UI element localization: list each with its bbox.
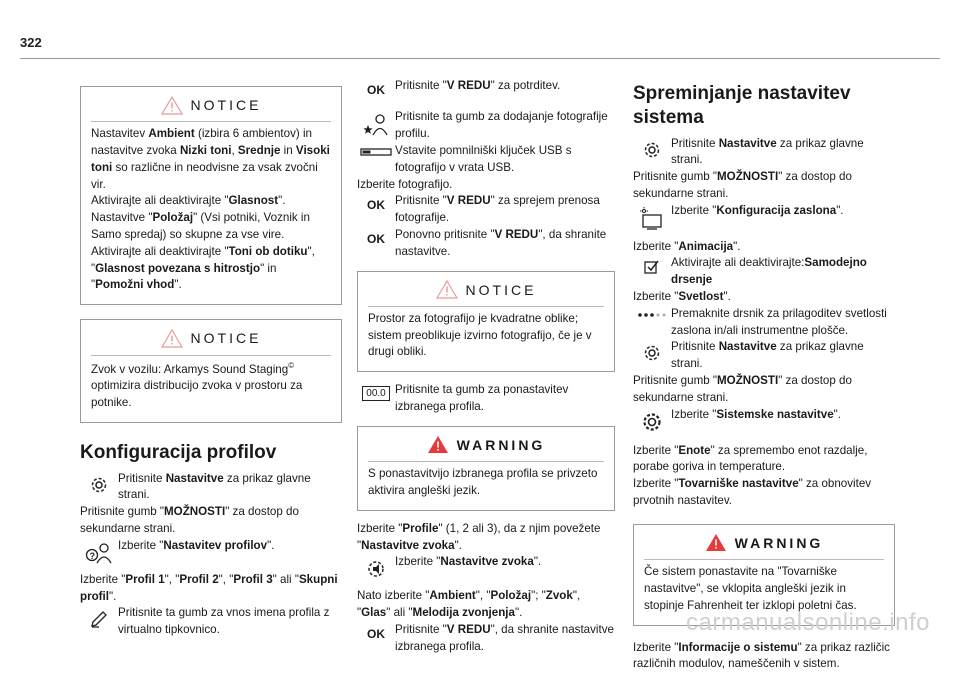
notice-paragraph: Prostor za fotografijo je kvadratne oblike; sistem preoblikuje izvirno fotografijo, če je v drugi obliki.	[368, 311, 592, 359]
instruction-text: Izberite "Enote" za spremembo enot razdalje, porabe goriva in temperature.	[633, 443, 868, 474]
instruction-text: Izberite "Profile" (1, 2 ali 3), da z njim povežete "Nastavitve zvoka".	[357, 521, 601, 552]
instruction-row: Premaknite drsnik za prilagoditev svetlosti zaslona in/ali instrumentne plošče.	[633, 306, 895, 340]
warning-filled-icon	[427, 435, 449, 454]
instruction-row: Izberite "Nastavitve zvoka".	[357, 554, 615, 580]
ok-icon: OK	[367, 626, 385, 641]
instruction-text: Nato izberite "Ambient", "Položaj"; "Zvok", "Glas" ali "Melodija zvonjenja".	[357, 589, 581, 620]
warning-title: WARNING	[456, 436, 546, 453]
instruction-row: Vstavite pomnilniški ključek USB s fotografijo v vrata USB.	[357, 143, 615, 177]
notice-title: NOTICE	[190, 330, 262, 347]
warning-header	[644, 533, 884, 553]
section-heading: Spreminjanje nastavitev sistema	[633, 83, 851, 128]
instruction-row: Pritisnite ta gumb za dodajanje fotografije profilu.	[357, 109, 615, 143]
column-1	[80, 78, 342, 639]
profile-settings-icon	[84, 542, 114, 564]
instruction-text: Izberite fotografijo.	[357, 177, 453, 191]
warning-outline-icon	[436, 280, 458, 299]
warning-paragraph: S ponastavitvijo izbranega profila se privzeto aktivira angleški jezik.	[368, 467, 598, 497]
instruction-row: Aktivirajte ali deaktivirajte:Samodejno drsenje	[633, 255, 895, 289]
column-3	[633, 78, 895, 673]
display-brightness-icon	[639, 207, 665, 231]
notice-paragraph: Nastavitve "Položaj" (Vsi potniki, Voznik in Samo spredaj) so skupne za vse vire.	[91, 211, 310, 242]
warning-paragraph: Če sistem ponastavite na "Tovarniške nastavitve", se vklopita angleški jezik in stopinje Fahrenheit ter izklopi poletni čas.	[644, 565, 857, 612]
header-rule	[20, 58, 940, 59]
notice-title: NOTICE	[190, 97, 262, 113]
instruction-text: Izberite "Tovarniške nastavitve" za obnovitev prvotnih nastavitev.	[633, 477, 872, 508]
instruction-text: Izberite "Animacija".	[633, 239, 741, 253]
notice-box	[80, 86, 342, 305]
warning-title: WARNING	[734, 534, 824, 551]
warning-filled-icon	[705, 533, 727, 552]
slider-dots-icon	[638, 310, 666, 320]
usb-stick-icon	[360, 147, 392, 157]
warning-outline-icon	[161, 96, 183, 115]
notice-header	[368, 280, 604, 300]
notice-paragraph: Aktivirajte ali deaktivirajte "Toni ob dotiku", "Glasnost povezana s hitrostjo" in "Pomožni vhod".	[91, 244, 315, 292]
column-2	[357, 78, 615, 656]
warning-header	[368, 435, 604, 455]
sound-settings-icon	[363, 558, 389, 580]
instruction-row: OK Pritisnite "V REDU" za sprejem prenosa fotografije.	[367, 194, 600, 225]
pencil-icon	[89, 609, 109, 629]
instruction-row: Izberite "Sistemske nastavitve".	[633, 407, 895, 433]
notice-paragraph: Aktivirajte ali deaktivirajte "Glasnost".	[91, 194, 286, 208]
notice-box	[357, 271, 615, 373]
instruction-text: Izberite "Profil 1", "Profil 2", "Profil 3" ali "Skupni profil".	[80, 572, 338, 603]
settings-gear-icon	[89, 475, 109, 495]
instruction-row: OK Pritisnite "V REDU" za potrditev.	[357, 78, 615, 99]
instruction-row: Pritisnite Nastavitve za prikaz glavne strani.	[80, 471, 342, 505]
instruction-text: Pritisnite gumb "MOŽNOSTI" za dostop do sekundarne strani.	[80, 505, 299, 535]
section-heading: Konfiguracija profilov	[80, 441, 277, 463]
reset-icon: 00.0	[362, 386, 389, 401]
instruction-text: Pritisnite gumb "MOŽNOSTI" za dostop do sekundarne strani.	[633, 374, 852, 404]
instruction-text: Izberite "Svetlost".	[633, 290, 731, 304]
watermark: carmanualsonline.info	[686, 609, 930, 637]
notice-header	[91, 95, 331, 115]
ok-icon: OK	[367, 231, 385, 246]
notice-paragraph: Nastavitev Ambient (izbira 6 ambientov) in nastavitve zvoka Nizki toni, Srednje in Visoki toni so različne in neodvisne za vsak zvočni vir.	[91, 127, 330, 191]
instruction-row: Izberite "Konfiguracija zaslona".	[633, 203, 895, 231]
instruction-text: Izberite "Informacije o sistemu" za prikaz različic različnih modulov, nameščenih v sistem.	[633, 640, 890, 671]
system-settings-icon	[641, 411, 663, 433]
instruction-text: Pritisnite gumb "MOŽNOSTI" za dostop do sekundarne strani.	[633, 170, 852, 200]
notice-header	[91, 328, 331, 348]
page-number: 322	[20, 35, 42, 50]
ok-icon: OK	[367, 198, 385, 213]
add-photo-icon	[363, 113, 389, 137]
svg-text:?: ?	[89, 550, 95, 561]
notice-box	[80, 319, 342, 423]
warning-box	[357, 426, 615, 511]
instruction-row: 00.0 Pritisnite ta gumb za ponastavitev izbranega profila.	[357, 382, 615, 416]
ok-icon: OK	[367, 83, 385, 97]
instruction-row: OK Ponovno pritisnite "V REDU", da shranite nastavitve.	[367, 227, 607, 258]
instruction-row: Pritisnite ta gumb za vnos imena profila z virtualno tipkovnico.	[80, 605, 342, 639]
notice-paragraph: Zvok v vozilu: Arkamys Sound Staging© optimizira distribucijo zvoka v prostoru za potnike.	[91, 360, 303, 410]
settings-gear-icon	[642, 343, 662, 363]
instruction-row: OK Pritisnite "V REDU", da shranite nastavitve izbranega profila.	[367, 622, 614, 653]
checkbox-icon	[644, 259, 660, 275]
settings-gear-icon	[642, 140, 662, 160]
instruction-row: Pritisnite Nastavitve za prikaz glavne strani.	[633, 339, 895, 373]
instruction-row: Pritisnite Nastavitve za prikaz glavne strani.	[633, 136, 895, 170]
instruction-row: ? Izberite "Nastavitev profilov".	[80, 538, 342, 564]
warning-outline-icon	[161, 329, 183, 348]
notice-title: NOTICE	[465, 281, 537, 298]
